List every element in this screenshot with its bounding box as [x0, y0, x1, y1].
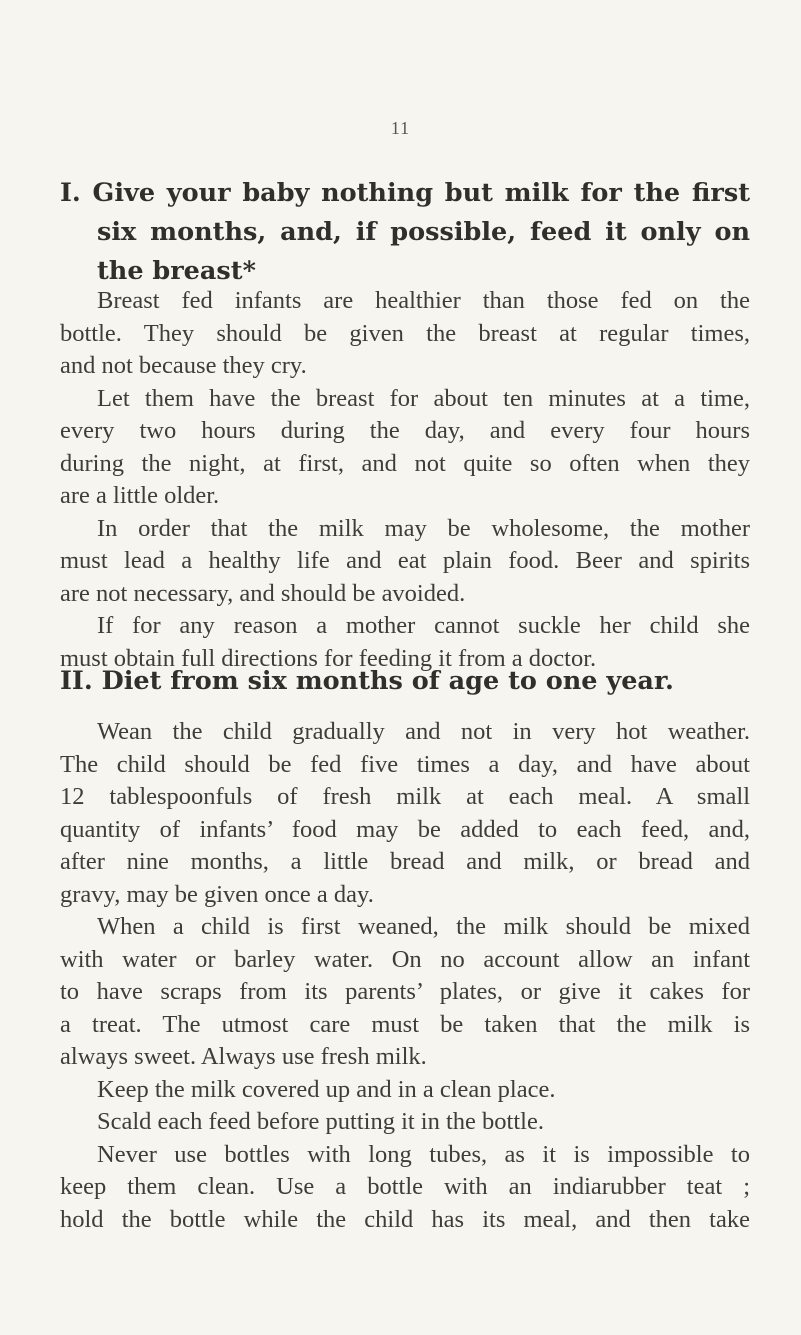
- text-line: Wean the child gradually and not in very hot weather.: [97, 718, 750, 745]
- text-line: The child should be fed five times a day, and have about: [60, 750, 750, 778]
- section-1-heading-line: the breast*: [97, 256, 256, 286]
- text-line: Keep the milk covered up and in a clean place.: [97, 1075, 556, 1103]
- text-line: hold the bottle while the child has its meal, and then take: [60, 1205, 750, 1233]
- text-line: Never use bottles with long tubes, as it is impossible to: [97, 1140, 750, 1168]
- text-line: are not necessary, and should be avoided.: [60, 579, 466, 607]
- section-2-body: [60, 716, 750, 1236]
- text-line: 12 tablespoonfuls of fresh milk at each meal. A small: [60, 783, 750, 810]
- text-line: gravy, may be given once a day.: [60, 880, 374, 908]
- text-line: In order that the milk may be wholesome, the mother: [97, 514, 750, 542]
- text-line: with water or barley water. On no account allow an infant: [60, 945, 750, 973]
- text-line: keep them clean. Use a bottle with an indiarubber teat ;: [60, 1173, 750, 1200]
- text-line: must obtain full directions for feeding it from a doctor.: [60, 644, 597, 672]
- text-line: bottle. They should be given the breast at regular times,: [60, 319, 750, 347]
- section-1-heading-line: I. Give your baby nothing but milk for the first: [60, 178, 750, 208]
- text-line: must lead a healthy life and eat plain food. Beer and spirits: [60, 547, 750, 574]
- text-line: Let them have the breast for about ten minutes at a time,: [97, 384, 750, 412]
- text-line: When a child is first weaned, the milk should be mixed: [97, 913, 750, 940]
- text-line: Scald each feed before putting it in the bottle.: [97, 1108, 544, 1135]
- text-line: and not because they cry.: [60, 352, 307, 379]
- text-line: after nine months, a little bread and milk, or bread and: [60, 848, 750, 875]
- text-line: Breast fed infants are healthier than those fed on the: [97, 287, 750, 314]
- text-line: to have scraps from its parents’ plates, or give it cakes for: [60, 978, 750, 1005]
- text-line: If for any reason a mother cannot suckle her child she: [97, 612, 750, 639]
- section-1-heading: [60, 174, 750, 291]
- text-line: are a little older.: [60, 482, 220, 509]
- section-2-heading-line: II. Diet from six months of age to one year.: [60, 666, 674, 696]
- text-line: during the night, at first, and not quite so often when they: [60, 449, 750, 477]
- text-line: quantity of infants’ food may be added to each feed, and,: [60, 815, 750, 843]
- section-1-body: [60, 285, 750, 675]
- text-line: always sweet. Always use fresh milk.: [60, 1043, 427, 1070]
- section-1-heading-line: six months, and, if possible, feed it only on: [97, 217, 750, 247]
- text-line: every two hours during the day, and every four hours: [60, 417, 750, 444]
- section-2-heading: [60, 662, 750, 701]
- text-line: a treat. The utmost care must be taken that the milk is: [60, 1010, 750, 1038]
- page-number: 11: [390, 118, 411, 138]
